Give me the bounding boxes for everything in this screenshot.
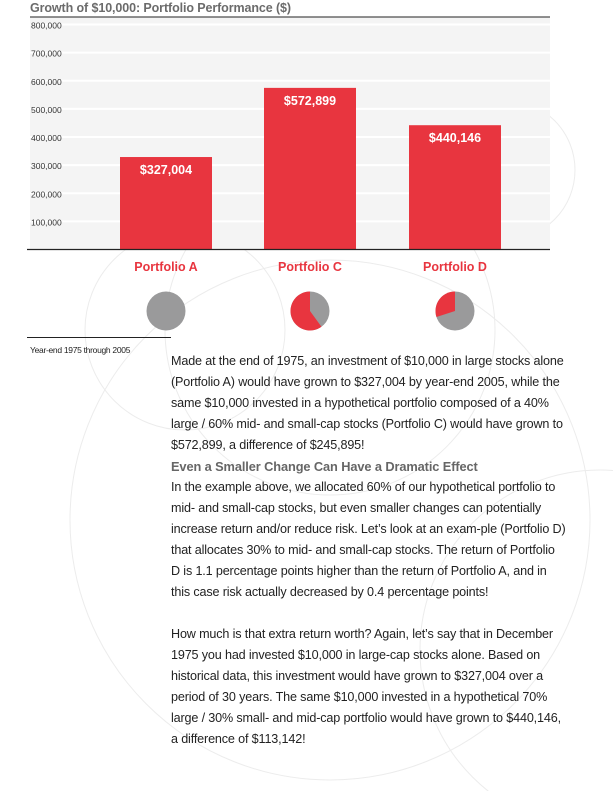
y-tick-label: 200,000	[31, 189, 62, 200]
category-label: Portfolio A	[134, 260, 198, 274]
chart-title: Growth of $10,000: Portfolio Performance ($)	[30, 1, 291, 15]
chart-caption: Year-end 1975 through 2005	[30, 345, 131, 355]
section-heading: Even a Smaller Change Can Have a Dramatic Effect	[171, 459, 478, 474]
y-tick-label: 800,000	[31, 20, 62, 31]
y-tick-label: 100,000	[31, 217, 62, 228]
allocation-pies	[0, 0, 613, 340]
category-label: Portfolio C	[278, 260, 342, 274]
y-tick-label: 700,000	[31, 48, 62, 59]
bar-value-label: $327,004	[139, 163, 193, 178]
bar-value-label: $440,146	[428, 131, 482, 146]
y-tick-label: 300,000	[31, 161, 62, 172]
paragraph-intro: Made at the end of 1975, an investment of $10,000 in large stocks alone (Portfolio A) would have grown to $327,004 by year-end 2005, while the same $10,000 invested in a hypothetical portfolio composed of a 40% large / 60% mid- and small-cap stocks (Portfolio C) would have grown to $572,899, a difference of $245,895!	[171, 354, 564, 452]
pie-chart	[147, 292, 186, 331]
y-tick-label: 400,000	[31, 133, 62, 143]
paragraph-extra-return: How much is that extra return worth? Again, let’s say that in December 1975 you had invested $10,000 in large-cap stocks alone. Based on historical data, this investment would have grown to $327,004 over a period of 30 years. The same $10,000 invested in a hypothetical 70% large / 30% small- and mid-cap portfolio would have grown to $440,146, a difference of $113,142!	[171, 627, 561, 746]
article-body	[171, 351, 566, 750]
bar-value-label: $572,899	[283, 93, 337, 108]
category-label: Portfolio D	[423, 260, 487, 274]
y-tick-label: 600,000	[31, 76, 62, 87]
y-tick-label: 500,000	[31, 104, 62, 115]
paragraph-example: In the example above, we allocated 60% of our hypothetical portfolio to mid- and small-cap stocks, but even smaller changes can potentially increase return and/or reduce risk. Let’s look at an exam-ple (Portfolio D) that allocates 30% to mid- and small-cap stocks. The return of Portfolio D is 1.1 percentage points higher than the return of Portfolio A, and in this case risk actually decreased by 0.4 percentage points!	[171, 480, 566, 599]
